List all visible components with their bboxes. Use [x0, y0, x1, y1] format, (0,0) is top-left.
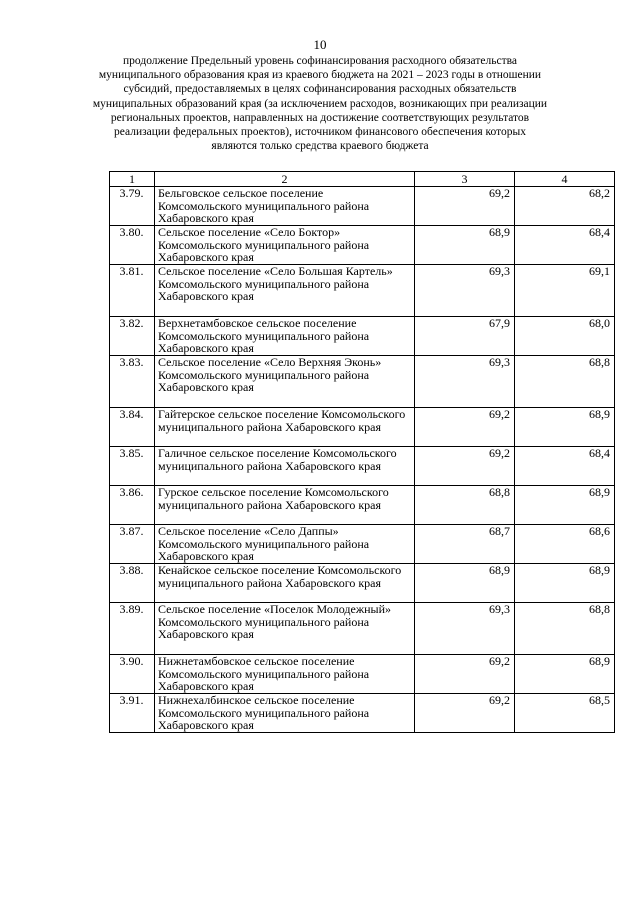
row-number: 3.91.: [110, 694, 155, 733]
row-number: 3.79.: [110, 187, 155, 226]
settlement-name: Нижнехалбинское сельское поселение Комсомольского муниципального района Хабаровского края: [155, 694, 415, 733]
table-row: [110, 694, 615, 733]
value-col3: 69,2: [415, 408, 515, 447]
settlement-name: Гурское сельское поселение Комсомольского муниципального района Хабаровского края: [155, 486, 415, 525]
table-row: [110, 356, 615, 408]
table-row: [110, 655, 615, 694]
settlement-name: Галичное сельское поселение Комсомольского муниципального района Хабаровского края: [155, 447, 415, 486]
table-row: [110, 187, 615, 226]
table-header-row: [110, 172, 615, 187]
page-number: 10: [313, 37, 327, 52]
value-col3: 69,3: [415, 603, 515, 655]
table-row: [110, 447, 615, 486]
row-number: 3.86.: [110, 486, 155, 525]
value-col3: 68,9: [415, 226, 515, 265]
value-col3: 69,3: [415, 265, 515, 317]
value-col4: 68,9: [515, 408, 615, 447]
value-col3: 68,7: [415, 525, 515, 564]
value-col3: 67,9: [415, 317, 515, 356]
settlement-name: Сельское поселение «Село Большая Картель» Комсомольского муниципального района Хабаровского края: [155, 265, 415, 317]
row-number: 3.87.: [110, 525, 155, 564]
row-number: 3.85.: [110, 447, 155, 486]
value-col3: 69,3: [415, 356, 515, 408]
value-col4: 68,8: [515, 603, 615, 655]
value-col4: 69,1: [515, 265, 615, 317]
column-header-4: 4: [515, 172, 615, 187]
table-row: [110, 408, 615, 447]
value-col4: 68,4: [515, 447, 615, 486]
row-number: 3.84.: [110, 408, 155, 447]
value-col3: 69,2: [415, 655, 515, 694]
column-header-1: 1: [110, 172, 155, 187]
settlement-name: Бельговское сельское поселение Комсомольского муниципального района Хабаровского края: [155, 187, 415, 226]
settlement-name: Сельское поселение «Поселок Молодежный» Комсомольского муниципального района Хабаровского края: [155, 603, 415, 655]
row-number: 3.80.: [110, 226, 155, 265]
document-heading: продолжение Предельный уровень софинансирования расходного обязательства муниципального образования края из краевого бюджета на 2021 – 2023 годы в отношении субсидий, предоставляемых в целях софинансирования расходных обязательств муниципальных образований края (за исключением расходов, возникающих при реализации региональных проектов, направленных на достижение соответствующих результатов реализации федеральных проектов), источником финансового обеспечения которых являются только средства краевого бюджета: [92, 55, 548, 153]
value-col3: 68,8: [415, 486, 515, 525]
settlement-name: Сельское поселение «Село Верхняя Эконь» Комсомольского муниципального района Хабаровского края: [155, 356, 415, 408]
table-row: [110, 486, 615, 525]
column-header-2: 2: [155, 172, 415, 187]
value-col4: 68,5: [515, 694, 615, 733]
settlement-name: Кенайское сельское поселение Комсомольского муниципального района Хабаровского края: [155, 564, 415, 603]
value-col3: 69,2: [415, 187, 515, 226]
row-number: 3.89.: [110, 603, 155, 655]
settlement-name: Сельское поселение «Село Боктор» Комсомольского муниципального района Хабаровского края: [155, 226, 415, 265]
value-col4: 68,8: [515, 356, 615, 408]
value-col4: 68,9: [515, 486, 615, 525]
settlement-name: Нижнетамбовское сельское поселение Комсомольского муниципального района Хабаровского края: [155, 655, 415, 694]
settlement-name: Верхнетамбовское сельское поселение Комсомольского муниципального района Хабаровского края: [155, 317, 415, 356]
row-number: 3.90.: [110, 655, 155, 694]
settlement-name: Гайтерское сельское поселение Комсомольского муниципального района Хабаровского края: [155, 408, 415, 447]
subsidy-table: [109, 171, 615, 733]
value-col4: 68,6: [515, 525, 615, 564]
table-row: [110, 226, 615, 265]
settlement-name: Сельское поселение «Село Даппы» Комсомольского муниципального района Хабаровского края: [155, 525, 415, 564]
column-header-3: 3: [415, 172, 515, 187]
value-col4: 68,9: [515, 564, 615, 603]
value-col4: 68,2: [515, 187, 615, 226]
value-col3: 69,2: [415, 447, 515, 486]
value-col4: 68,9: [515, 655, 615, 694]
value-col3: 68,9: [415, 564, 515, 603]
row-number: 3.88.: [110, 564, 155, 603]
table-row: [110, 564, 615, 603]
table-row: [110, 317, 615, 356]
table-row: [110, 603, 615, 655]
value-col4: 68,4: [515, 226, 615, 265]
row-number: 3.83.: [110, 356, 155, 408]
row-number: 3.82.: [110, 317, 155, 356]
table-row: [110, 265, 615, 317]
row-number: 3.81.: [110, 265, 155, 317]
value-col4: 68,0: [515, 317, 615, 356]
table-row: [110, 525, 615, 564]
value-col3: 69,2: [415, 694, 515, 733]
